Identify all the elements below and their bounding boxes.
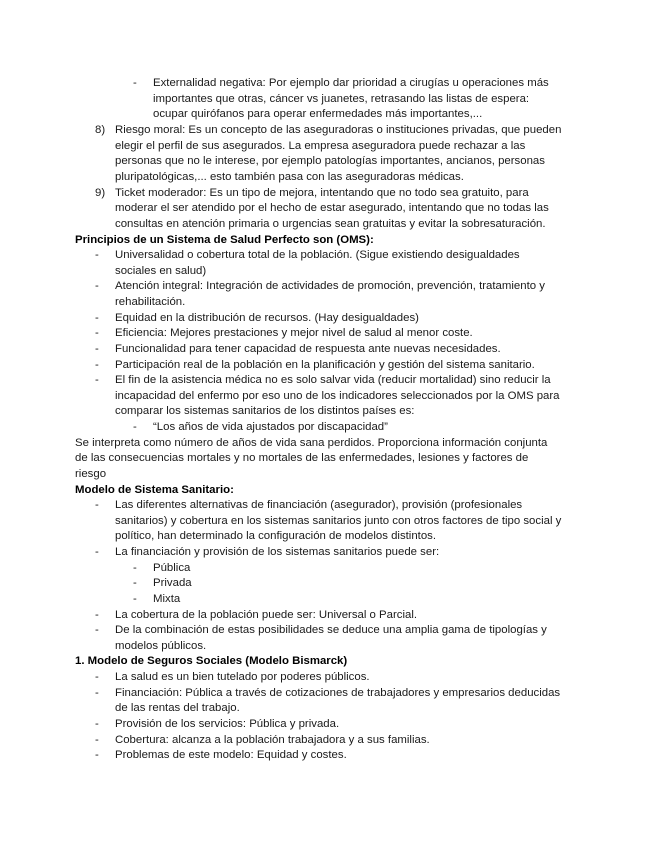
section-heading: Principios de un Sistema de Salud Perfecto son (OMS): — [75, 234, 374, 246]
bullet-dash: - — [95, 749, 99, 761]
paragraph-line: de las consecuencias mortales y no mortales de las enfermedades, lesiones y factores de — [75, 452, 529, 464]
paragraph-line: riesgo — [75, 468, 107, 480]
bullet-dash: - — [95, 343, 99, 355]
bullet-dash: - — [133, 562, 137, 574]
list-item-line: sanitarios) y cobertura en los sistemas sanitarios junto con otros factores de tipo social y — [115, 515, 562, 527]
bullet-dash: - — [95, 374, 99, 386]
list-number: 9) — [95, 187, 106, 199]
list-item-line: importantes que otras, cáncer vs juanetes, retrasando las listas de espera: — [153, 93, 530, 105]
list-item-line: Riesgo moral: Es un concepto de las aseguradoras o instituciones privadas, que pueden — [115, 124, 562, 136]
list-item-line: político, han determinado la configuración de modelos distintos. — [115, 530, 437, 542]
bullet-dash: - — [95, 359, 99, 371]
list-item-line: Participación real de la población en la planificación y gestión del sistema sanitario. — [115, 359, 535, 371]
list-item-line: Cobertura: alcanza a la población trabajadora y a sus familias. — [115, 734, 430, 746]
list-item-line: “Los años de vida ajustados por discapacidad” — [153, 421, 388, 433]
list-item-line: comparar los sistemas sanitarios de los distintos países es: — [115, 405, 415, 417]
list-item-line: modelos públicos. — [115, 640, 207, 652]
section-heading: Modelo de Sistema Sanitario: — [75, 484, 234, 496]
bullet-dash: - — [95, 312, 99, 324]
list-item-line: Eficiencia: Mejores prestaciones y mejor nivel de salud al menor coste. — [115, 327, 473, 339]
bullet-dash: - — [133, 421, 137, 433]
list-item-line: rehabilitación. — [115, 296, 186, 308]
list-item-line: El fin de la asistencia médica no es solo salvar vida (reducir mortalidad) sino reducir la — [115, 374, 551, 386]
bullet-dash: - — [95, 718, 99, 730]
bullet-dash: - — [95, 687, 99, 699]
list-item-line: moderar el ser atendido por el hecho de estar asegurado, intentando que no todas las — [115, 202, 549, 214]
list-item-line: Mixta — [153, 593, 181, 605]
list-item-line: Financiación: Pública a través de cotizaciones de trabajadores y empresarios deducidas — [115, 687, 561, 699]
list-item-line: Equidad en la distribución de recursos. (Hay desigualdades) — [115, 312, 419, 324]
bullet-dash: - — [95, 499, 99, 511]
list-item-line: Ticket moderador: Es un tipo de mejora, intentando que no todo sea gratuito, para — [115, 187, 529, 199]
list-item-line: pluripatológicas,... esto también pasa con las aseguradoras médicas. — [115, 171, 464, 183]
section-heading: 1. Modelo de Seguros Sociales (Modelo Bismarck) — [75, 655, 348, 667]
bullet-dash: - — [95, 624, 99, 636]
bullet-dash: - — [133, 593, 137, 605]
list-item-line: Problemas de este modelo: Equidad y costes. — [115, 749, 347, 761]
bullet-dash: - — [95, 671, 99, 683]
list-item-line: Provisión de los servicios: Pública y privada. — [115, 718, 340, 730]
list-number: 8) — [95, 124, 106, 136]
list-item-line: Privada — [153, 577, 192, 589]
list-item-line: La cobertura de la población puede ser: Universal o Parcial. — [115, 609, 418, 621]
bullet-dash: - — [133, 77, 137, 89]
list-item-line: Externalidad negativa: Por ejemplo dar prioridad a cirugías u operaciones más — [153, 77, 549, 89]
bullet-dash: - — [95, 327, 99, 339]
bullet-dash: - — [95, 249, 99, 261]
list-item-line: personas que no le interese, por ejemplo patologías importantes, ancianos, personas — [115, 155, 545, 167]
list-item-line: Funcionalidad para tener capacidad de respuesta ante nuevas necesidades. — [115, 343, 501, 355]
list-item-line: De la combinación de estas posibilidades se deduce una amplia gama de tipologías y — [115, 624, 547, 636]
paragraph-line: Se interpreta como número de años de vida sana perdidos. Proporciona información conjunta — [75, 437, 548, 449]
list-item-line: consultas en atención primaria o urgencias sean gratuitas y evitar la sobresaturación. — [115, 218, 546, 230]
bullet-dash: - — [95, 280, 99, 292]
list-item-line: Universalidad o cobertura total de la población. (Sigue existiendo desigualdades — [115, 249, 520, 261]
bullet-dash: - — [95, 546, 99, 558]
list-item-line: incapacidad del enfermo por eso uno de los indicadores seleccionados por la OMS para — [115, 390, 560, 402]
list-item-line: elegir el perfil de sus asegurados. La empresa aseguradora puede rechazar a las — [115, 140, 526, 152]
list-item-line: Pública — [153, 562, 191, 574]
list-item-line: La financiación y provisión de los sistemas sanitarios puede ser: — [115, 546, 440, 558]
bullet-dash: - — [95, 609, 99, 621]
list-item-line: ocupar quirófanos para operar enfermedades más importantes,... — [153, 108, 483, 120]
list-item-line: La salud es un bien tutelado por poderes públicos. — [115, 671, 370, 683]
list-item-line: sociales en salud) — [115, 265, 207, 277]
bullet-dash: - — [95, 734, 99, 746]
list-item-line: de las rentas del trabajo. — [115, 702, 240, 714]
bullet-dash: - — [133, 577, 137, 589]
list-item-line: Las diferentes alternativas de financiación (asegurador), provisión (profesionales — [115, 499, 523, 511]
list-item-line: Atención integral: Integración de actividades de promoción, prevención, tratamiento y — [115, 280, 545, 292]
